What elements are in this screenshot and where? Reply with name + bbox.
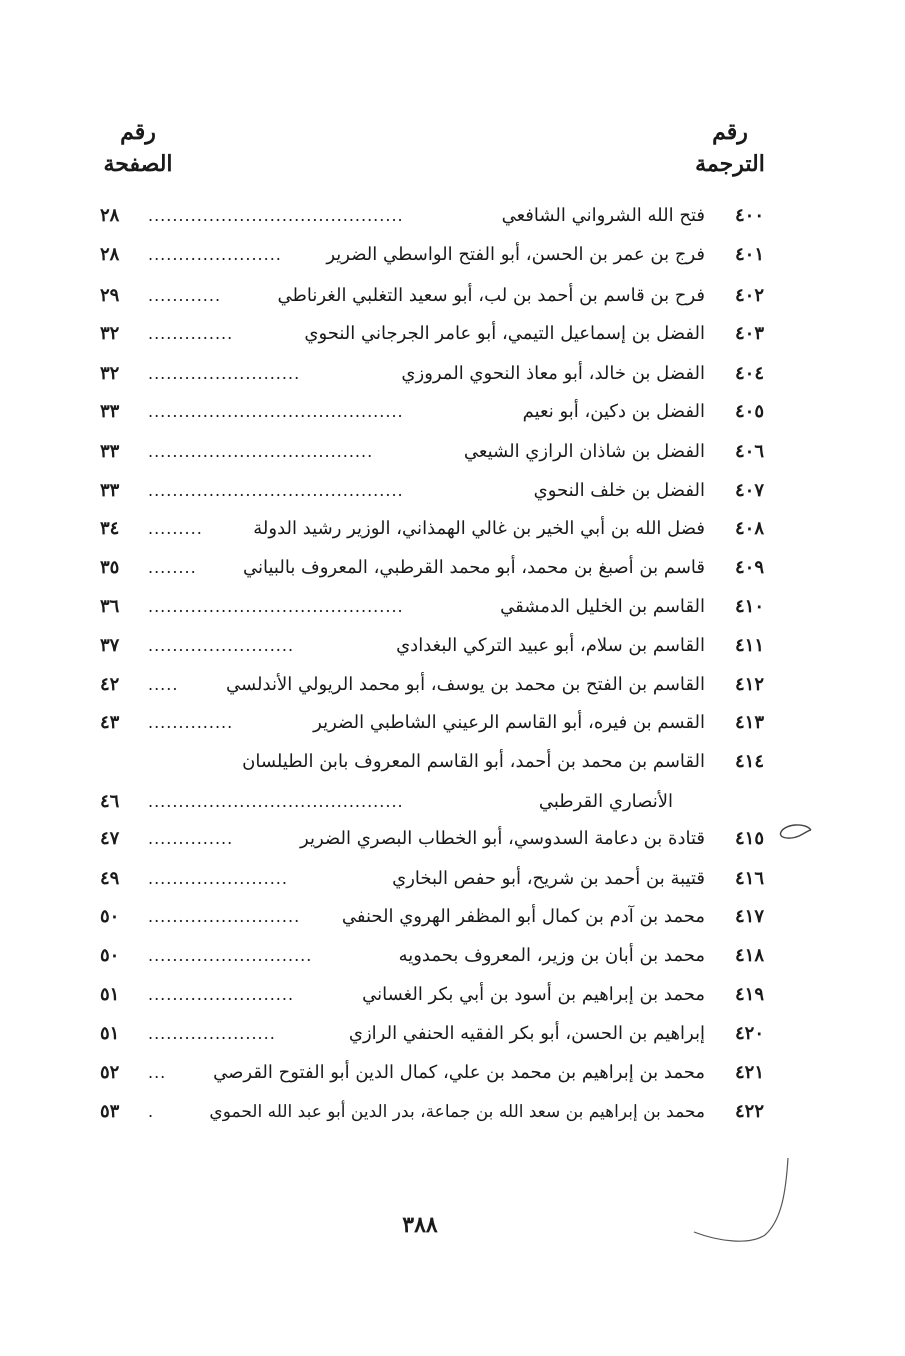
leader-dots: ........................ <box>148 985 295 1004</box>
leader-dots: .............. <box>148 713 234 732</box>
index-entry <box>0 237 905 273</box>
entry-name: فرج بن عمر بن الحسن، أبو الفتح الواسطي الضرير <box>326 244 705 265</box>
entry-page: ٤٩ <box>100 868 120 889</box>
entry-header-line-1: رقم <box>712 119 748 145</box>
entry-number: ٤١٢ <box>734 674 764 695</box>
entry-page: ٢٩ <box>100 285 120 306</box>
index-entry <box>0 198 905 234</box>
entry-page: ٥٢ <box>100 1062 120 1083</box>
entry-name: إبراهيم بن الحسن، أبو بكر الفقيه الحنفي الرازي <box>348 1023 705 1044</box>
entry-name: الفضل بن خلف النحوي <box>533 480 705 501</box>
index-entry <box>0 589 905 625</box>
entry-name: القاسم بن الخليل الدمشقي <box>500 596 705 617</box>
index-entry <box>0 938 905 974</box>
margin-scribble <box>690 1150 800 1250</box>
entry-page: ٣٣ <box>100 480 120 501</box>
index-entry-continuation <box>0 784 905 820</box>
entry-page: ٥٣ <box>100 1101 120 1122</box>
entry-number: ٤٠٩ <box>734 557 764 578</box>
leader-dots: . <box>148 1102 155 1121</box>
entry-number: ٤٠٧ <box>734 480 764 501</box>
index-entry <box>0 473 905 509</box>
leader-dots: ......................... <box>148 907 301 926</box>
entry-number: ٤٢١ <box>734 1062 764 1083</box>
entry-name: الأنصاري القرطبي <box>538 791 673 812</box>
entry-number: ٤١٠ <box>734 596 764 617</box>
leader-dots: ...................... <box>148 245 282 264</box>
entry-number: ٤١٧ <box>734 906 764 927</box>
entry-page: ٤٣ <box>100 712 120 733</box>
leader-dots: ........................ <box>148 636 295 655</box>
entry-name: فرح بن قاسم بن أحمد بن لب، أبو سعيد التغلبي الغرناطي <box>277 285 705 306</box>
entry-number: ٤١٩ <box>734 984 764 1005</box>
page-header-line-1: رقم <box>120 119 156 145</box>
index-entry <box>0 550 905 586</box>
leader-dots: ..................................... <box>148 442 374 461</box>
entry-page: ٥٠ <box>100 945 120 966</box>
entry-name: الفضل بن شاذان الرازي الشيعي <box>463 441 705 462</box>
entry-number: ٤٠١ <box>734 244 764 265</box>
entry-name: فضل الله بن أبي الخير بن غالي الهمذاني، الوزير رشيد الدولة <box>253 518 705 539</box>
leader-dots: ... <box>148 1063 167 1082</box>
page-number-header <box>98 116 178 180</box>
entry-number: ٤١١ <box>734 635 764 656</box>
leader-dots: ............ <box>148 286 222 305</box>
leader-dots: ........................... <box>148 946 313 965</box>
entry-header-line-2: الترجمة <box>695 151 765 177</box>
entry-number: ٤١٥ <box>734 828 764 849</box>
entry-name: محمد بن إبراهيم بن سعد الله بن جماعة، بدر الدين أبو عبد الله الحموي <box>209 1102 705 1122</box>
index-entry <box>0 705 905 741</box>
entry-number: ٤٠٨ <box>734 518 764 539</box>
entry-number: ٤٠٦ <box>734 441 764 462</box>
entry-number: ٤١٤ <box>734 751 764 772</box>
entry-page: ٥١ <box>100 984 120 1005</box>
entry-number: ٤٠٥ <box>734 401 764 422</box>
entry-name: القاسم بن سلام، أبو عبيد التركي البغدادي <box>396 635 705 656</box>
entry-number: ٤٠٤ <box>734 363 764 384</box>
page-header-line-2: الصفحة <box>103 151 173 177</box>
index-entry <box>0 899 905 935</box>
entry-name: قتادة بن دعامة السدوسي، أبو الخطاب البصري الضرير <box>300 828 705 849</box>
index-entry <box>0 1094 905 1130</box>
entry-number: ٤١٦ <box>734 868 764 889</box>
entry-name: القسم بن فيره، أبو القاسم الرعيني الشاطبي الضرير <box>313 712 705 733</box>
entry-page: ٤٦ <box>100 791 120 812</box>
leader-dots: ......................... <box>148 364 301 383</box>
page-number: ٣٨٨ <box>402 1212 438 1238</box>
entry-name: القاسم بن محمد بن أحمد، أبو القاسم المعروف بابن الطيلسان <box>242 751 705 772</box>
entry-page: ٣٣ <box>100 401 120 422</box>
entry-page: ٢٨ <box>100 244 120 265</box>
entry-name: الفضل بن خالد، أبو معاذ النحوي المروزي <box>401 363 705 384</box>
entry-number: ٤٠٠ <box>734 205 764 226</box>
margin-scribble <box>775 818 815 848</box>
entry-page: ٥٠ <box>100 906 120 927</box>
index-entry <box>0 977 905 1013</box>
leader-dots: ..................... <box>148 1024 276 1043</box>
index-entry <box>0 278 905 314</box>
index-entry <box>0 1055 905 1091</box>
leader-dots: .......................................... <box>148 792 404 811</box>
index-entry <box>0 316 905 352</box>
entry-page: ٤٢ <box>100 674 120 695</box>
entry-number: ٤١٨ <box>734 945 764 966</box>
leader-dots: ....................... <box>148 869 288 888</box>
entry-number-header <box>690 116 770 180</box>
entry-number: ٤١٣ <box>734 712 764 733</box>
entry-name: محمد بن إبراهيم بن أسود بن أبي بكر الغساني <box>362 984 705 1005</box>
entry-name: محمد بن آدم بن كمال أبو المظفر الهروي الحنفي <box>341 906 705 927</box>
leader-dots: .......................................... <box>148 597 404 616</box>
index-entry <box>0 511 905 547</box>
leader-dots: .......................................... <box>148 402 404 421</box>
entry-name: محمد بن أبان بن وزير، المعروف بحمدويه <box>398 945 705 966</box>
entry-page: ٥١ <box>100 1023 120 1044</box>
entry-name: الفضل بن إسماعيل التيمي، أبو عامر الجرجاني النحوي <box>304 323 705 344</box>
entry-page: ٣٢ <box>100 323 120 344</box>
entry-page: ٣٢ <box>100 363 120 384</box>
entry-name: قاسم بن أصبغ بن محمد، أبو محمد القرطبي، المعروف بالبياني <box>242 557 705 578</box>
entry-page: ٣٦ <box>100 596 120 617</box>
leader-dots: .............. <box>148 324 234 343</box>
leader-dots: ........ <box>148 558 197 577</box>
entry-name: القاسم بن الفتح بن محمد بن يوسف، أبو محمد الريولي الأندلسي <box>226 674 705 695</box>
index-entry <box>0 821 905 857</box>
entry-name: قتيبة بن أحمد بن شريح، أبو حفص البخاري <box>392 868 705 889</box>
index-entry <box>0 744 905 780</box>
index-entry <box>0 434 905 470</box>
entry-page: ٢٨ <box>100 205 120 226</box>
leader-dots: ......... <box>148 519 203 538</box>
index-entry <box>0 667 905 703</box>
index-entry <box>0 861 905 897</box>
entry-name: الفضل بن دكين، أبو نعيم <box>522 401 705 422</box>
entry-page: ٣٤ <box>100 518 120 539</box>
entry-number: ٤٢٢ <box>734 1101 764 1122</box>
entry-name: محمد بن إبراهيم بن محمد بن علي، كمال الدين أبو الفتوح القرصي <box>213 1062 705 1083</box>
entry-page: ٣٥ <box>100 557 120 578</box>
leader-dots: .......................................... <box>148 481 404 500</box>
leader-dots: .............. <box>148 829 234 848</box>
entry-number: ٤٠٢ <box>734 285 764 306</box>
entry-page: ٣٧ <box>100 635 120 656</box>
index-entry <box>0 394 905 430</box>
index-entry <box>0 1016 905 1052</box>
entry-number: ٤٠٣ <box>734 323 764 344</box>
entry-number: ٤٢٠ <box>734 1023 764 1044</box>
entry-page: ٤٧ <box>100 828 120 849</box>
leader-dots: .......................................... <box>148 206 404 225</box>
index-entry <box>0 356 905 392</box>
leader-dots: ..... <box>148 675 179 694</box>
entry-page: ٣٣ <box>100 441 120 462</box>
entry-name: فتح الله الشرواني الشافعي <box>501 205 705 226</box>
index-entry <box>0 628 905 664</box>
